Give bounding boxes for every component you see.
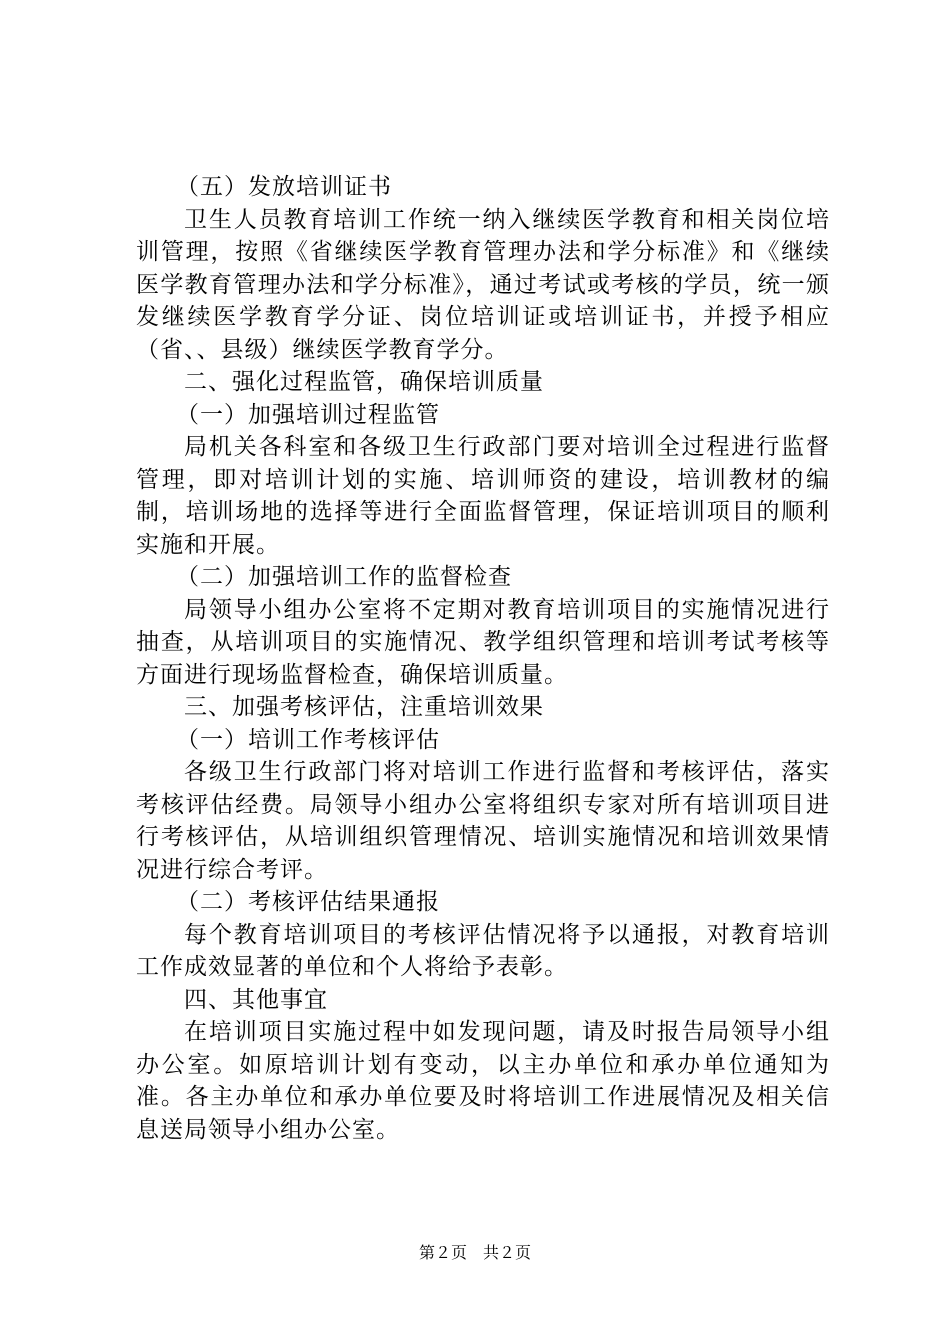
body-paragraph: 在培训项目实施过程中如发现问题，请及时报告局领导小组办公室。如原培训计划有变动，以主办单位和承办单位通知为准。各主办单位和承办单位要及时将培训工作进展情况及相关信息送局领导小组办公室。 xyxy=(136,1019,830,1143)
section-heading: 二、强化过程监管，确保培训质量 xyxy=(184,369,544,395)
section-subheading: （二）加强培训工作的监督检查 xyxy=(176,564,512,590)
section-subheading: （一）培训工作考核评估 xyxy=(176,726,440,753)
section-heading: 三、加强考核评估，注重培训效果 xyxy=(184,694,544,720)
section-subheading: （一）加强培训过程监管 xyxy=(176,401,440,428)
document-body xyxy=(136,171,830,1146)
body-paragraph: 各级卫生行政部门将对培训工作进行监督和考核评估，落实考核评估经费。局领导小组办公室将组织专家对所有培训项目进行考核评估，从培训组织管理情况、培训实施情况和培训效果情况进行综合考评。 xyxy=(136,759,830,883)
body-paragraph: 局机关各科室和各级卫生行政部门要对培训全过程进行监督管理，即对培训计划的实施、培训师资的建设，培训教材的编制，培训场地的选择等进行全面监督管理，保证培训项目的顺利实施和开展。 xyxy=(136,434,830,558)
section-subheading: （五）发放培训证书 xyxy=(176,174,392,200)
page-footer: 第２页 共２页 xyxy=(418,1243,531,1262)
section-heading: 四、其他事宜 xyxy=(184,986,328,1013)
body-paragraph: 局领导小组办公室将不定期对教育培训项目的实施情况进行抽查，从培训项目的实施情况、教学组织管理和培训考试考核等方面进行现场监督检查，确保培训质量。 xyxy=(136,596,830,688)
body-paragraph: 每个教育培训项目的考核评估情况将予以通报，对教育培训工作成效显著的单位和个人将给予表彰。 xyxy=(136,921,830,980)
body-paragraph: 卫生人员教育培训工作统一纳入继续医学教育和相关岗位培训管理，按照《省继续医学教育管理办法和学分标准》和《继续医学教育管理办法和学分标准》，通过考试或考核的学员，统一颁发继续医学教育学分证、岗位培训证或培训证书，并授予相应（省、、县级）继续医学教育学分。 xyxy=(136,206,830,363)
section-subheading: （二）考核评估结果通报 xyxy=(176,889,440,915)
